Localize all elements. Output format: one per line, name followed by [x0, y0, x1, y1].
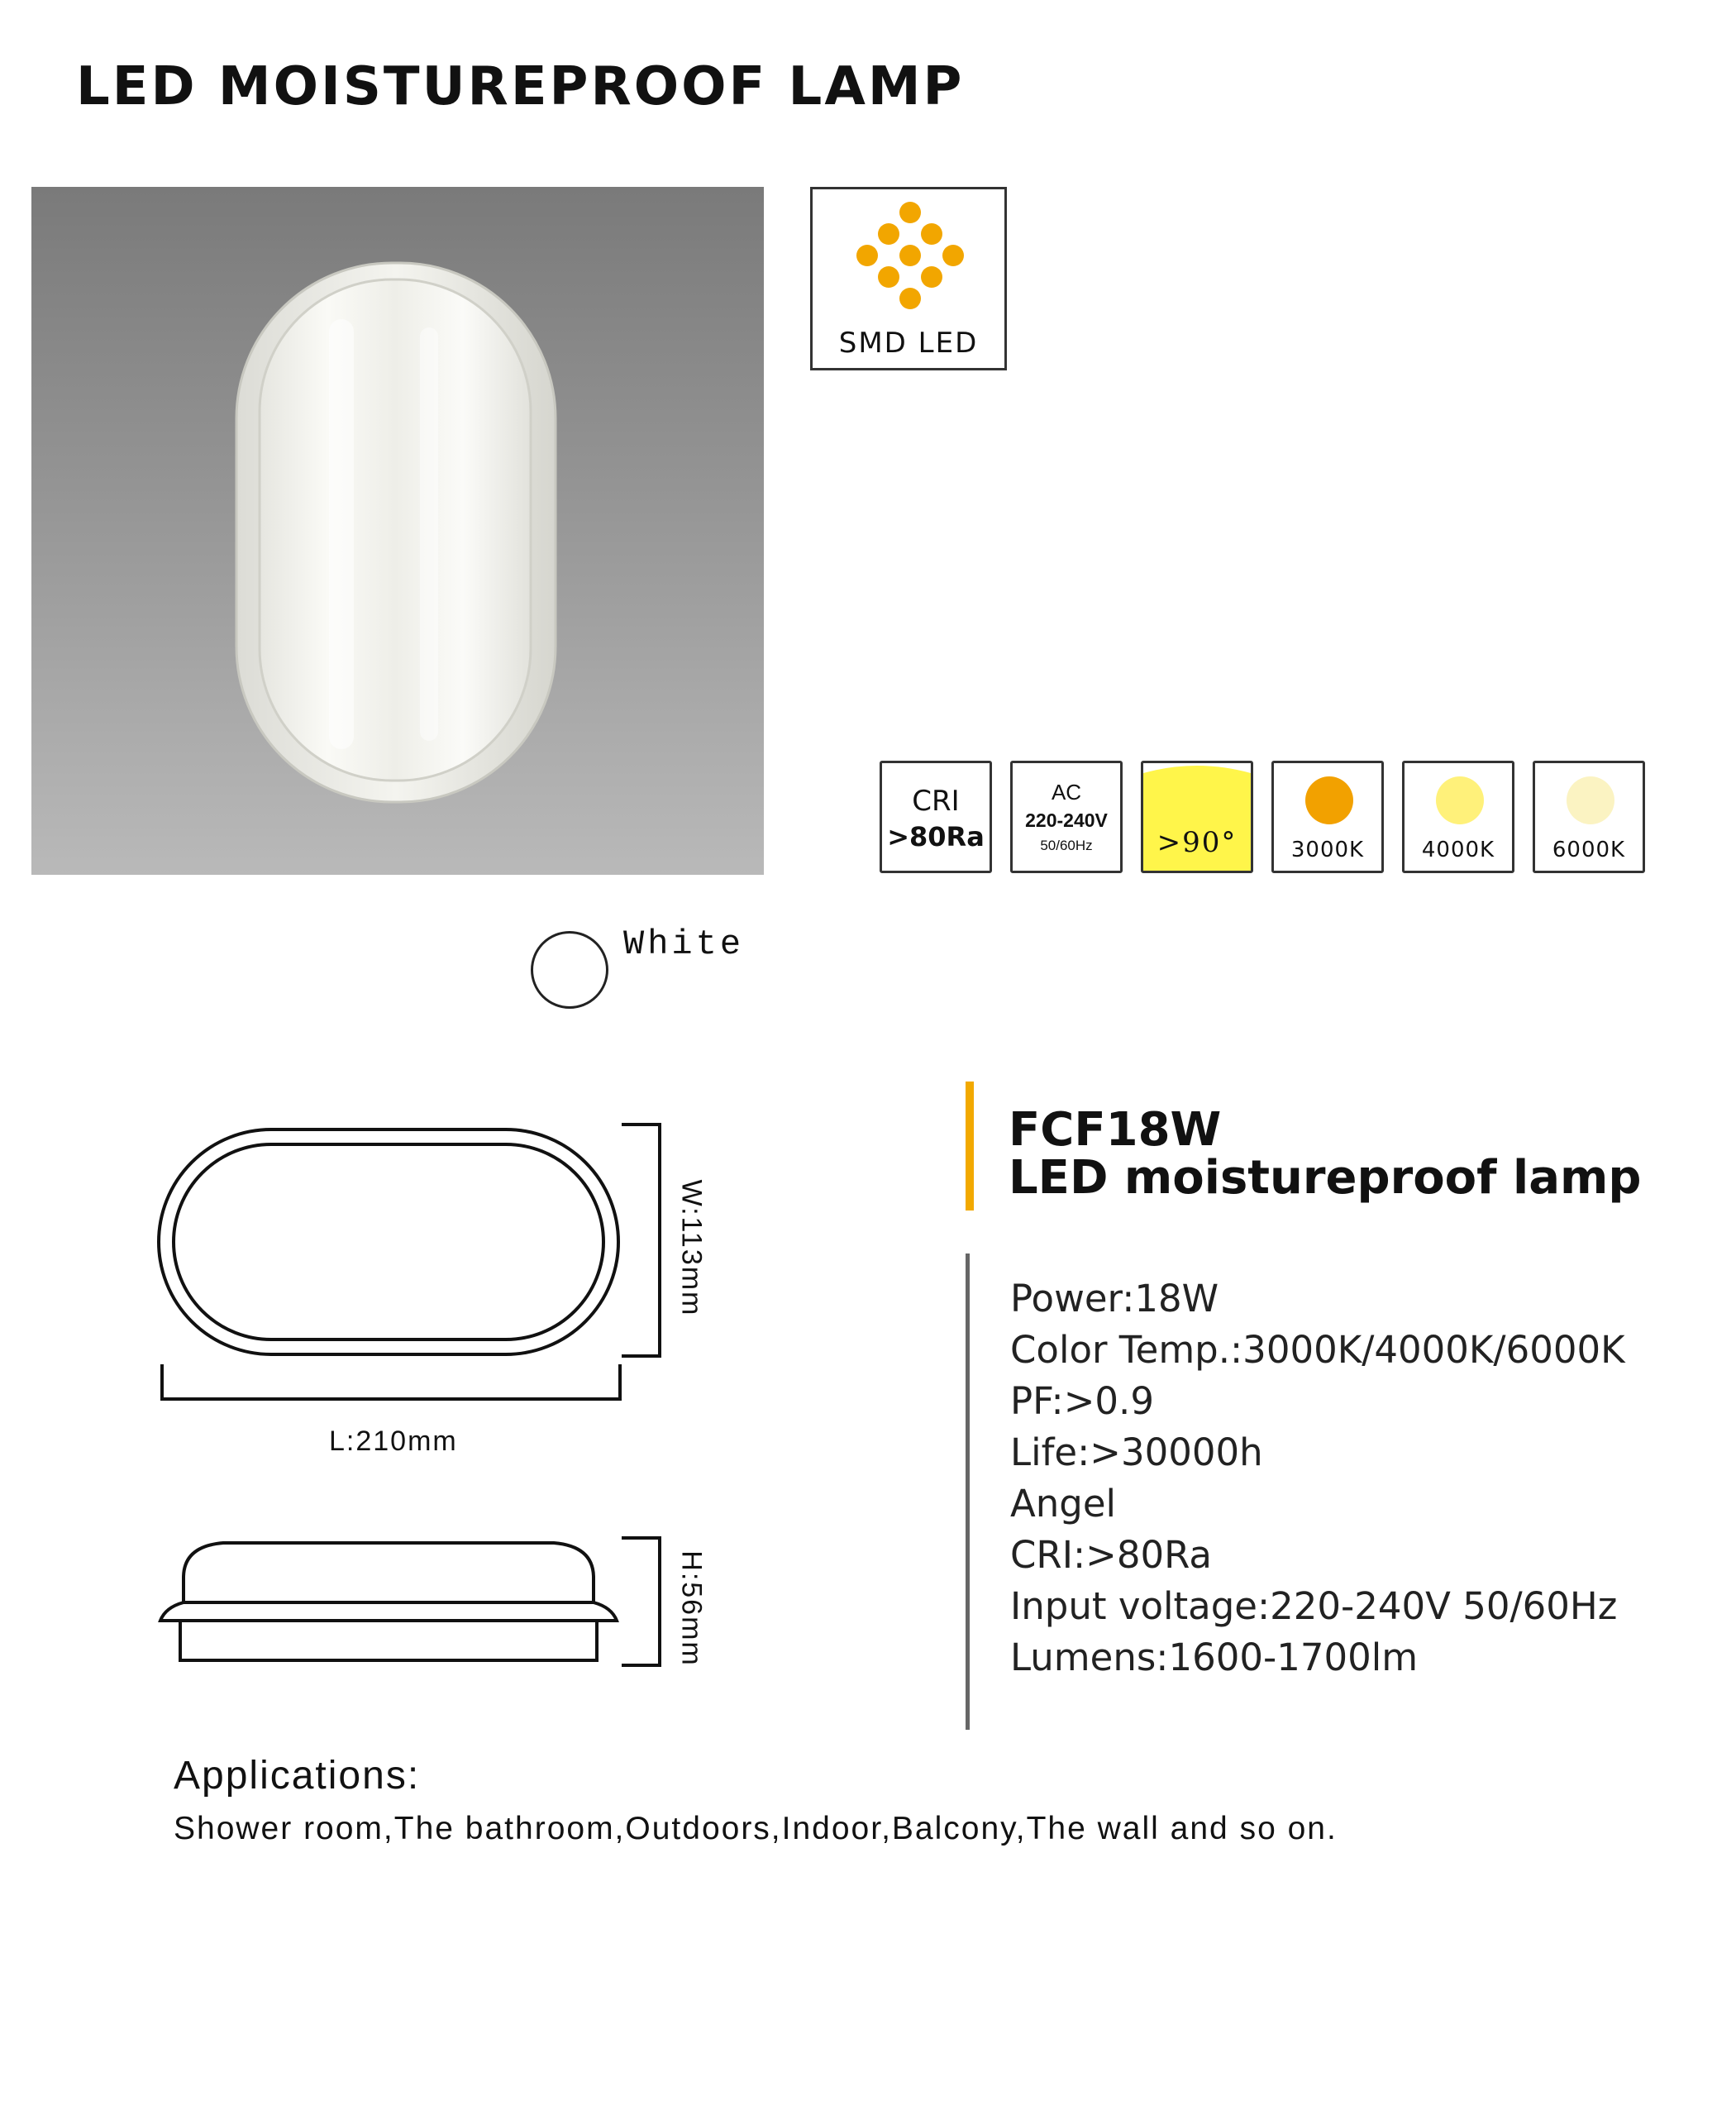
top-view-outer: [159, 1129, 618, 1354]
spec-life: Life:>30000h: [1010, 1430, 1263, 1474]
length-dim-line: [162, 1364, 620, 1399]
spec-divider: [966, 1254, 970, 1730]
height-dim-label-wrap: [666, 1543, 716, 1675]
applications-title: Applications:: [174, 1754, 421, 1798]
height-dim-label: H:56mm: [675, 1550, 708, 1667]
cct-6000-icon: [1533, 761, 1645, 873]
spec-cri: CRI:>80Ra: [1010, 1533, 1212, 1577]
smd-led-badge: [810, 187, 1007, 370]
voltage-icon: [1010, 761, 1123, 873]
cri-value: >80Ra: [887, 821, 985, 852]
cct-3000-label: 3000K: [1290, 838, 1365, 862]
cct-3000-dot: [1305, 776, 1353, 824]
voltage-range: 220-240V: [1025, 809, 1108, 831]
led-chips-icon: [813, 189, 1004, 313]
width-dim-label: W:113mm: [675, 1179, 708, 1317]
product-photo: [31, 187, 764, 875]
cct-4000-icon: [1402, 761, 1514, 873]
spec-lumens: Lumens:1600-1700lm: [1010, 1636, 1419, 1679]
spec-power-factor: PF:>0.9: [1010, 1379, 1154, 1423]
cri-icon: [880, 761, 992, 873]
dimension-drawing: [149, 1115, 727, 1693]
side-view-dome: [184, 1543, 594, 1602]
model-code: FCF18W: [1009, 1103, 1222, 1157]
cct-6000-dot: [1567, 776, 1614, 824]
spec-list: [1010, 1273, 1625, 1683]
height-dim-line: [622, 1538, 660, 1665]
spec-angle: Angel: [1010, 1482, 1117, 1526]
width-dim-line: [622, 1125, 660, 1356]
width-dim-label-wrap: [666, 1158, 716, 1339]
side-view-base: [180, 1621, 597, 1660]
smd-led-label: SMD LED: [838, 327, 979, 360]
cct-6000-label: 6000K: [1552, 838, 1626, 862]
cri-label: CRI: [912, 785, 960, 818]
cct-4000-dot: [1436, 776, 1484, 824]
length-dim-label: L:210mm: [329, 1425, 458, 1457]
beam-angle-label: >90°: [1157, 826, 1238, 859]
cct-3000-icon: [1271, 761, 1384, 873]
page-title: LED MOISTUREPROOF LAMP: [76, 56, 965, 117]
spec-input-voltage: Input voltage:220-240V 50/60Hz: [1010, 1584, 1618, 1628]
model-name: LED moistureproof lamp: [1009, 1151, 1642, 1205]
lamp-image: [31, 187, 764, 875]
color-label: White: [623, 924, 745, 964]
spec-power: Power:18W: [1010, 1277, 1219, 1320]
side-view-flange: [160, 1602, 617, 1621]
spec-color-temp: Color Temp.:3000K/4000K/6000K: [1010, 1328, 1625, 1372]
white-color-swatch: [531, 931, 608, 1009]
voltage-frequency: 50/60Hz: [1040, 838, 1093, 853]
beam-angle-icon: [1141, 761, 1253, 873]
cct-4000-label: 4000K: [1421, 838, 1495, 862]
applications-text: Shower room,The bathroom,Outdoors,Indoor,Balcony,The wall and so on.: [174, 1811, 1338, 1846]
top-view-inner: [174, 1144, 603, 1339]
model-accent-bar: [966, 1082, 974, 1211]
voltage-ac-label: AC: [1051, 780, 1082, 805]
